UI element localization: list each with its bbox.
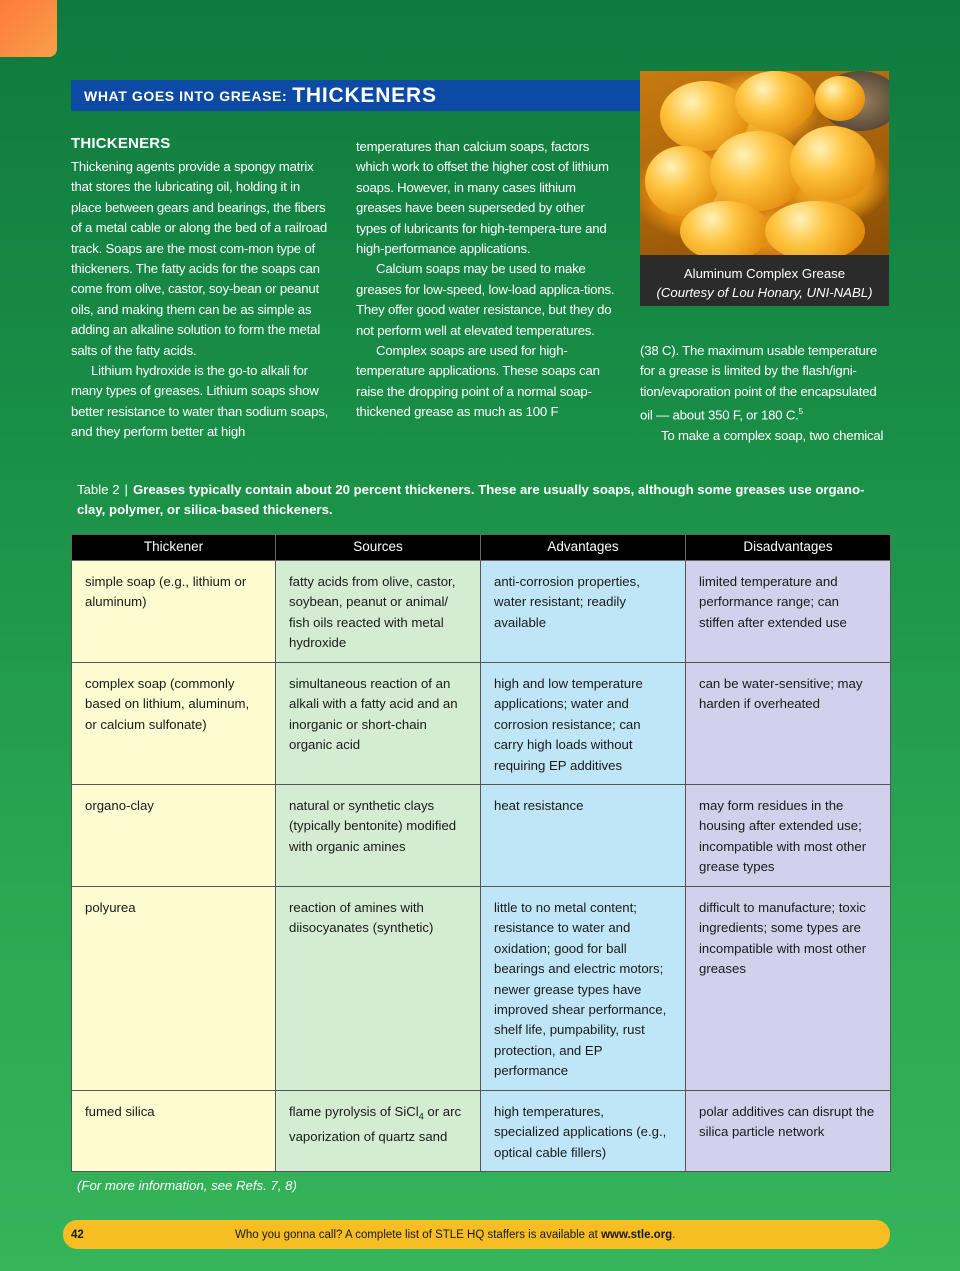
cell-advantages: anti-corrosion properties, water resistant; readily available [481, 561, 686, 663]
paragraph: temperatures than calcium soaps, factors which work to offset the higher cost of lithium soaps. However, in many cases lithium greases have been superseded by other types of lubricants for high-tempera-ture and high-performance applications. [356, 139, 609, 257]
cell-sources: reaction of amines with diisocyanates (synthetic) [276, 887, 481, 1091]
table-row [72, 887, 891, 1091]
paragraph: (38 C). The maximum usable temperature for a grease is limited by the flash/igni-tion/evaporation point of the encapsulated oil — about 350 F, or 180 C.$^5$ [640, 343, 877, 423]
cell-advantages: little to no metal content; resistance to water and oxidation; good for ball bearings and electric motors; newer grease types have improved shear performance, shelf life, pumpability, rust protection, and EP performance [481, 887, 686, 1091]
table-caption [77, 480, 877, 521]
table-header-row [72, 535, 891, 561]
cell-thickener: complex soap (commonly based on lithium, aluminum, or calcium sulfonate) [72, 663, 276, 785]
paragraph: Complex soaps are used for high-temperature applications. These soaps can raise the dropping point of a normal soap-thickened grease as much as 100 F [356, 343, 600, 420]
subscript: 4 [418, 1111, 424, 1122]
article-column-1 [71, 134, 329, 443]
cell-disadvantages: difficult to manufacture; toxic ingredients; some types are incompatible with most other greases [686, 887, 891, 1091]
cell-disadvantages: can be water-sensitive; may harden if overheated [686, 663, 891, 785]
table-caption-text: Greases typically contain about 20 percent thickeners. These are usually soaps, although some greases use organo-clay, polymer, or silica-based thickeners. [77, 482, 865, 518]
cell-sources: simultaneous reaction of an alkali with a fatty acid and an inorganic or short-chain organic acid [276, 663, 481, 785]
article-heading: THICKENERS [71, 135, 171, 152]
cell-sources: natural or synthetic clays (typically bentonite) modified with organic amines [276, 785, 481, 887]
cell-advantages: high temperatures, specialized applications (e.g., optical cable fillers) [481, 1091, 686, 1172]
cell-disadvantages: may form residues in the housing after extended use; incompatible with most other grease types [686, 785, 891, 887]
footnote-ref: 5 [798, 407, 803, 417]
caption-title: Aluminum Complex Grease [683, 266, 846, 281]
table-label: Table 2 [77, 482, 120, 497]
cell-disadvantages: polar additives can disrupt the silica particle network [686, 1091, 891, 1172]
thickeners-table [71, 534, 891, 1172]
cell-thickener: fumed silica [72, 1091, 276, 1172]
table-row [72, 785, 891, 887]
banner-title: THICKENERS [292, 83, 437, 107]
article-column-2 [356, 137, 616, 423]
cell-sources: flame pyrolysis of SiCl$_4$ or arc vaporization of quartz sand [276, 1091, 481, 1172]
table-row [72, 561, 891, 663]
caption-separator: | [124, 482, 128, 497]
cell-advantages: heat resistance [481, 785, 686, 887]
table-references: (For more information, see Refs. 7, 8) [77, 1178, 297, 1193]
header-thickener: Thickener [72, 535, 276, 561]
cell-advantages: high and low temperature applications; water and corrosion resistance; can carry high loads without requiring EP additives [481, 663, 686, 785]
caption-credit: (Courtesy of Lou Honary, UNI-NABL) [656, 285, 873, 300]
paragraph: To make a complex soap, two chemical [661, 428, 884, 444]
footer-message: Who you gonna call? A complete list of STLE HQ staffers is available at www.stle.org. [235, 1228, 676, 1241]
footer-link[interactable]: www.stle.org [601, 1228, 673, 1241]
cell-thickener: simple soap (e.g., lithium or aluminum) [72, 561, 276, 663]
page-number: 42 [71, 1228, 84, 1241]
article-column-3 [640, 341, 890, 446]
header-advantages: Advantages [481, 535, 686, 561]
table-row [72, 663, 891, 785]
paragraph: Calcium soaps may be used to make greases for low-speed, low-load applica-tions. They offer good water resistance, but they do not perform well at elevated temperatures. [356, 261, 615, 338]
paragraph: Lithium hydroxide is the go-to alkali for many types of greases. Lithium soaps show better resistance to water than sodium soaps, and they perform better at high [71, 363, 329, 440]
table-row [72, 1091, 891, 1172]
cell-sources: fatty acids from olive, castor, soybean, peanut or animal/ fish oils reacted with metal hydroxide [276, 561, 481, 663]
corner-tab [0, 0, 57, 57]
header-sources: Sources [276, 535, 481, 561]
cell-thickener: polyurea [72, 887, 276, 1091]
page-footer [63, 1220, 890, 1249]
cell-thickener: organo-clay [72, 785, 276, 887]
section-banner [71, 80, 641, 111]
banner-prefix: WHAT GOES INTO GREASE: [84, 87, 288, 104]
photo-caption [640, 255, 889, 306]
paragraph: Thickening agents provide a spongy matrix that stores the lubricating oil, holding it in place between gears and bearings, the fibers of a metal cable or along the bed of a railroad track. Soaps are the most com-mon type of thickeners. The fatty acids for the soaps can come from olive, castor, soy-bean or peanut oils, and making them can be as simple as adding an alkaline solution to form the metal salts of the fatty acids. [71, 159, 327, 358]
cell-disadvantages: limited temperature and performance range; can stiffen after extended use [686, 561, 891, 663]
header-disadvantages: Disadvantages [686, 535, 891, 561]
grease-photo [640, 71, 889, 255]
